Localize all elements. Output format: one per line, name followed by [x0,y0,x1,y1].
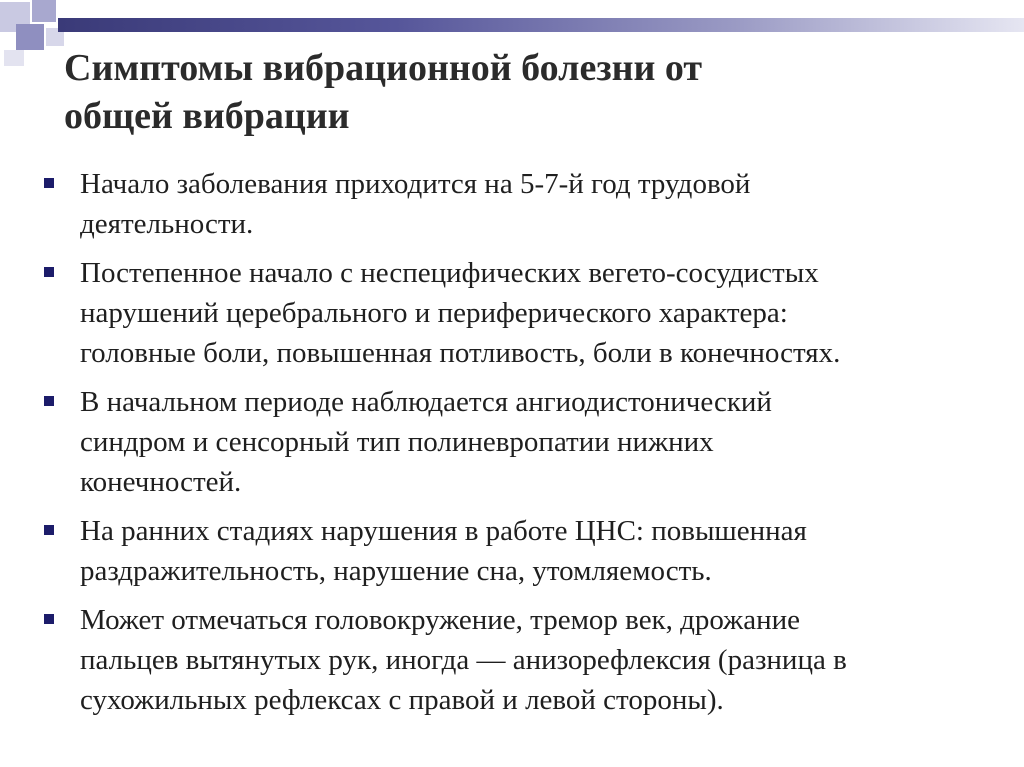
title-accent-bar [58,18,1024,32]
list-item [44,382,984,502]
list-item-line: головные боли, повышенная потливость, боли в конечностях. [80,337,841,369]
list-item-line: В начальном периоде наблюдается ангиодистонический [80,386,772,418]
square-bullet-icon [44,267,54,277]
list-item-line: Может отмечаться головокружение, тремор век, дрожание [80,604,801,636]
list-item-line: Начало заболевания приходится на 5-7-й год трудовой [80,168,751,200]
list-item-line: деятельности. [80,208,254,240]
list-item-line: пальцев вытянутых рук, иногда — анизорефлексия (разница в [80,644,847,676]
list-item [44,253,984,373]
slide-title-line: общей вибрации [64,95,350,137]
square-bullet-icon [44,525,54,535]
slide-title-line: Симптомы вибрационной болезни от [64,47,703,89]
list-item [44,164,984,244]
decor-square [32,0,56,22]
square-bullet-icon [44,178,54,188]
square-bullet-icon [44,614,54,624]
decor-square [16,24,44,50]
bullet-list [44,164,984,729]
list-item-line: На ранних стадиях нарушения в работе ЦНС: повышенная [80,515,807,547]
decor-square [4,50,24,66]
square-bullet-icon [44,396,54,406]
list-item-line: раздражительность, нарушение сна, утомляемость. [80,555,712,587]
list-item [44,600,984,720]
list-item-line: сухожильных рефлексах с правой и левой стороны). [80,684,724,716]
list-item-line: синдром и сенсорный тип полиневропатии нижних [80,426,714,458]
list-item-line: конечностей. [80,466,242,498]
slide-title [64,44,964,140]
list-item-line: нарушений церебрального и периферического характера: [80,297,788,329]
list-item-line: Постепенное начало с неспецифических вегето-сосудистых [80,257,819,289]
list-item [44,511,984,591]
